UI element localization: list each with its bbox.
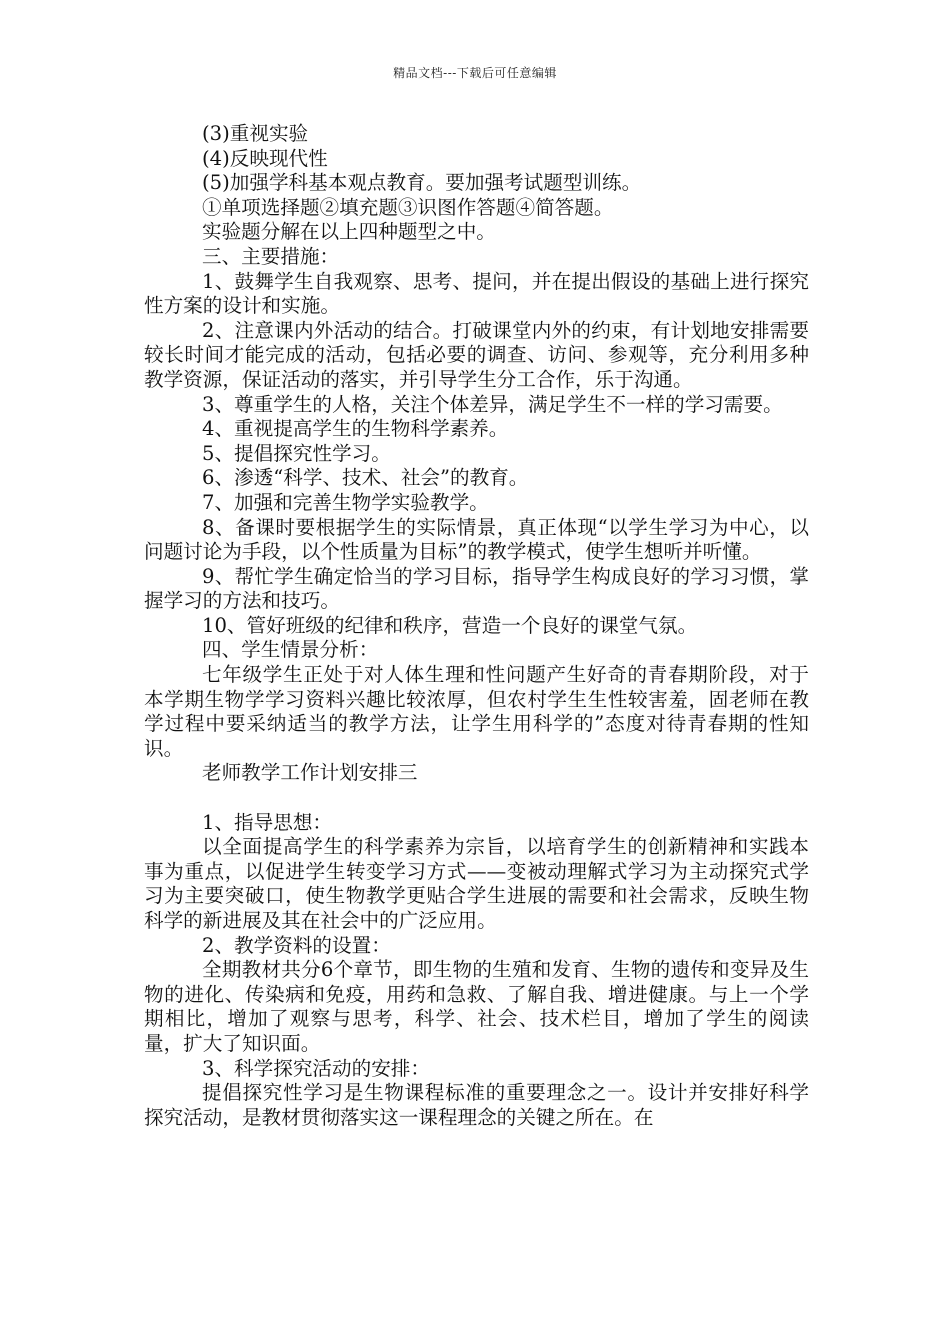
paragraph-item-3: (3)重视实验 <box>202 122 309 145</box>
section-heading-measures: 三、主要措施： <box>202 244 340 268</box>
paragraph-question-types: ①单项选择题②填充题③识图作答题④简答题。 <box>202 195 614 219</box>
paragraph-item-5: (5)加强学科基本观点教育。要加强考试题型训练。 <box>202 171 642 195</box>
paragraph-inquiry: 提倡探究性学习是生物课程标准的重要理念之一。设计并安排好科学探究活动，是教材贯彻落实这一课程理念的关键之所在。在 <box>144 1081 809 1129</box>
document-body <box>144 122 809 1130</box>
paragraph-measure-9: 9、帮忙学生确定恰当的学习目标，指导学生构成良好的学习习惯，掌握学习的方法和技巧。 <box>144 564 809 613</box>
paragraph-item-4: (4)反映现代性 <box>202 146 328 170</box>
paragraph-student-analysis: 七年级学生正处于对人体生理和性问题产生好奇的青春期阶段，对于本学期生物学学习资料兴趣比较浓厚，但农村学生生性较害羞，固老师在教学过程中要采纳适当的教学方法，让学生用科学的”态度对待青春期的性知识。 <box>144 663 809 760</box>
paragraph-guiding-thought: 以全面提高学生的科学素养为宗旨，以培育学生的创新精神和实践本事为重点，以促进学生转变学习方式——变被动理解式学习为主动探究式学习为主要突破口，使生物教学更贴合学生进展的需要和社会需求，反映生物科学的新进展及其在社会中的广泛应用。 <box>144 835 809 932</box>
paragraph-materials: 全期教材共分6个章节，即生物的生殖和发育、生物的遗传和变异及生物的进化、传染病和免疫，用药和急救、了解自我、增进健康。与上一个学期相比，增加了观察与思考，科学、社会、技术栏目，增加了学生的阅读量，扩大了知识面。 <box>144 958 809 1055</box>
paragraph-measure-5: 5、提倡探究性学习。 <box>202 441 391 465</box>
paragraph-measure-10: 10、管好班级的纪律和秩序，营造一个良好的课堂气氛。 <box>202 613 698 637</box>
paragraph-measure-8: 8、备课时要根据学生的实际情景，真正体现“以学生学习为中心，以问题讨论为手段，以个性质量为目标”的教学模式，使学生想听并听懂。 <box>144 515 809 564</box>
paragraph-measure-6: 6、渗透“科学、技术、社会”的教育。 <box>202 466 529 490</box>
section-heading-guiding-thought: 1、指导思想： <box>202 810 333 834</box>
blank-line <box>144 786 809 811</box>
paragraph-experiment-questions: 实验题分解在以上四种题型之中。 <box>202 220 496 244</box>
paragraph-measure-7: 7、加强和完善生物学实验教学。 <box>202 490 489 514</box>
paragraph-measure-4: 4、重视提高学生的生物科学素养。 <box>202 417 509 441</box>
section-heading-student-analysis: 四、学生情景分析： <box>202 638 379 662</box>
paragraph-measure-2: 2、注意课内外活动的结合。打破课堂内外的约束，有计划地安排需要较长时间才能完成的活动，包括必要的调查、访问、参观等，充分利用多种教学资源，保证活动的落实，并引导学生分工合作，乐于沟通。 <box>144 318 809 391</box>
page-header: 精品文档---下载后可任意编辑 <box>393 66 557 80</box>
paragraph-measure-1: 1、鼓舞学生自我观察、思考、提问，并在提出假设的基础上进行探究性方案的设计和实施。 <box>144 269 809 318</box>
paragraph-measure-3: 3、尊重学生的人格，关注个体差异，满足学生不一样的学习需要。 <box>202 392 783 416</box>
section-title-plan-three: 老师教学工作计划安排三 <box>202 761 418 785</box>
section-heading-inquiry: 3、科学探究活动的安排： <box>202 1056 430 1080</box>
section-heading-materials: 2、教学资料的设置： <box>202 933 391 957</box>
